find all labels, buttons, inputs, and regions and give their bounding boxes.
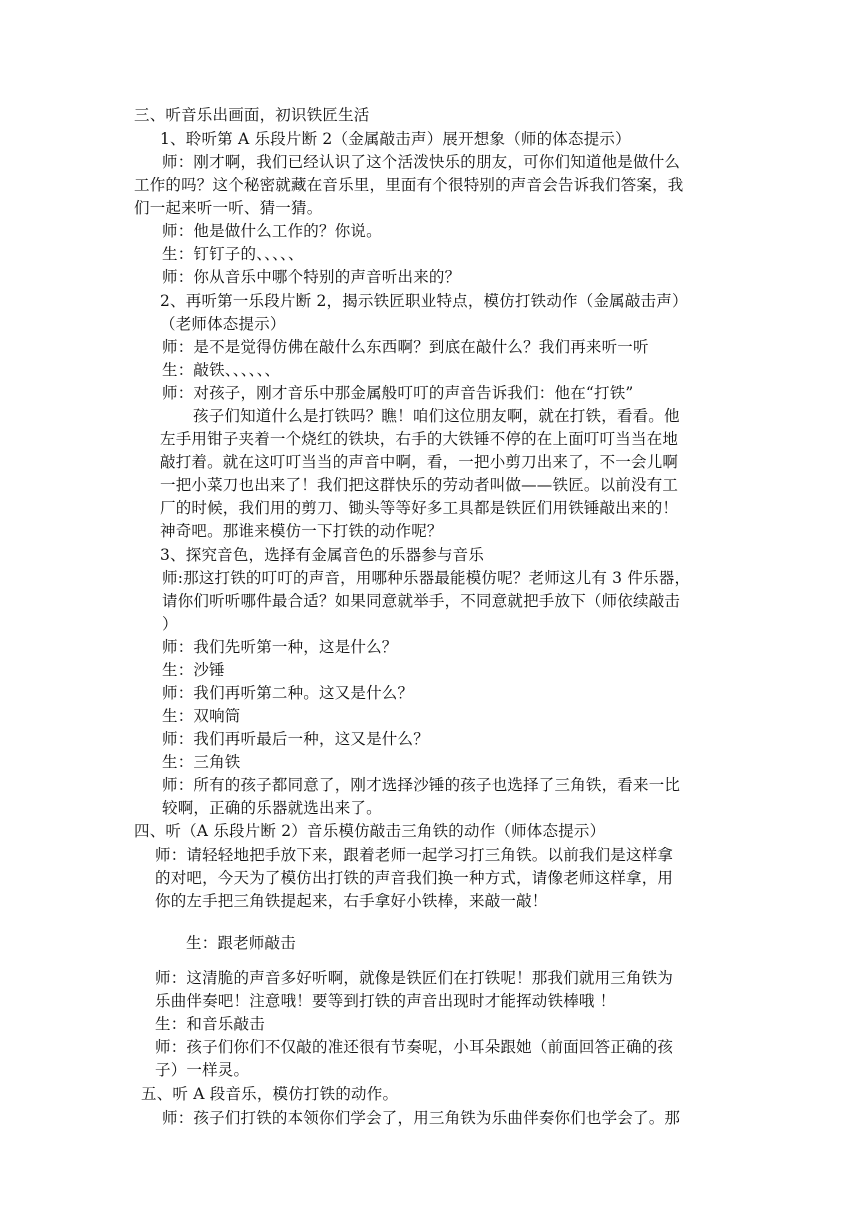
paragraph-line: 工作的吗？这个秘密就藏在音乐里，里面有个很特别的声音会告诉我们答案，我 (134, 176, 684, 194)
dialogue-line: 师：你从音乐中哪个特别的声音听出来的？ (162, 268, 461, 286)
dialogue-line: 师：他是做什么工作的？你说。 (162, 222, 382, 240)
dialogue-line: 师：我们先听第一种，这是什么？ (162, 638, 398, 656)
dialogue-line: 师：我们再听第二种。这又是什么？ (162, 684, 414, 702)
paragraph-line: 一把小菜刀也出来了！我们把这群快乐的劳动者叫做——铁匠。以前没有工 (160, 476, 679, 494)
section-heading-5: 五、听 A 段音乐，模仿打铁的动作。 (141, 1085, 399, 1103)
dialogue-line: 生：钉钉子的、、、、、 (162, 245, 304, 263)
paragraph-line: （老师体态提示） (160, 315, 286, 333)
section-heading-4: 四、听（A 乐段片断 2）音乐模仿敲击三角铁的动作（师体态提示） (134, 822, 606, 840)
paragraph-line: 较啊，正确的乐器就选出来了。 (162, 799, 382, 817)
paragraph-line: 左手用钳子夹着一个烧红的铁块，右手的大铁锤不停的在上面叮叮当当在地 (160, 430, 679, 448)
dialogue-line: 生：跟老师敲击 (186, 934, 296, 952)
paragraph-line: 乐曲伴奏吧！注意哦！要等到打铁的声音出现时才能挥动铁棒哦 ！ (155, 992, 616, 1010)
dialogue-line: 生：敲铁、、、、、、 (162, 361, 281, 379)
paragraph-line: 们一起来听一听、猜一猜。 (134, 199, 323, 217)
dialogue-line: 师：孩子们你们不仅敲的准还很有节奏呢，小耳朵跟她（前面回答正确的孩 (155, 1038, 674, 1056)
paragraph-line: 敲打着。就在这叮叮当当的声音中啊，看，一把小剪刀出来了，不一会儿啊 (160, 453, 679, 471)
dialogue-line: 师:那这打铁的叮叮的声音，用哪种乐器最能模仿呢？老师这儿有 3 件乐器， (162, 569, 691, 587)
subsection-heading-2: 2、再听第一乐段片断 2，揭示铁匠职业特点，模仿打铁动作（金属敲击声） (160, 292, 688, 310)
dialogue-line: 师：所有的孩子都同意了，刚才选择沙锤的孩子也选择了三角铁，看来一比 (162, 776, 681, 794)
paragraph-line: 神奇吧。那谁来模仿一下打铁的动作呢？ (160, 522, 443, 540)
paragraph-line: 厂的时候，我们用的剪刀、锄头等等好多工具都是铁匠们用铁锤敲出来的！ (160, 499, 679, 517)
dialogue-line: 师：请轻轻地把手放下来，跟着老师一起学习打三角铁。以前我们是这样拿 (155, 846, 674, 864)
paragraph-line: 你的左手把三角铁提起来，右手拿好小铁棒，来敲一敲！ (155, 892, 548, 910)
dialogue-line: 师：我们再听最后一种，这又是什么？ (162, 730, 429, 748)
paragraph-line: 师：刚才啊，我们已经认识了这个活泼快乐的朋友，可你们知道他是做什么 (162, 153, 681, 171)
dialogue-line: 师：对孩子，刚才音乐中那金属般叮叮的声音告诉我们：他在“打铁” (162, 384, 634, 402)
dialogue-line: 生：和音乐敲击 (155, 1015, 265, 1033)
paragraph-line: ） (162, 615, 178, 633)
paragraph-line: 子）一样灵。 (155, 1061, 250, 1079)
paragraph-line: 孩子们知道什么是打铁吗？瞧！咱们这位朋友啊，就在打铁，看看。他 (193, 407, 680, 425)
dialogue-line: 生：沙锤 (162, 661, 225, 679)
dialogue-line: 生：三角铁 (162, 753, 241, 771)
subsection-heading-1: 1、聆听第 A 乐段片断 2（金属敲击声）展开想象（师的体态提示） (160, 130, 631, 148)
dialogue-line: 师：这清脆的声音多好听啊，就像是铁匠们在打铁呢！那我们就用三角铁为 (155, 969, 674, 987)
dialogue-line: 生：双响筒 (162, 707, 241, 725)
dialogue-line: 师：孩子们打铁的本领你们学会了，用三角铁为乐曲伴奏你们也学会了。那 (162, 1109, 681, 1127)
section-heading-3: 三、听音乐出画面，初识铁匠生活 (134, 106, 370, 124)
subsection-heading-3: 3、探究音色，选择有金属音色的乐器参与音乐 (160, 546, 485, 564)
dialogue-line: 师：是不是觉得仿佛在敲什么东西啊？到底在敲什么？我们再来听一听 (162, 338, 649, 356)
paragraph-line: 的对吧，今天为了模仿出打铁的声音我们换一种方式，请像老师这样拿，用 (155, 869, 674, 887)
paragraph-line: 请你们听听哪件最合适？如果同意就举手，不同意就把手放下（师依续敲击 (162, 592, 681, 610)
